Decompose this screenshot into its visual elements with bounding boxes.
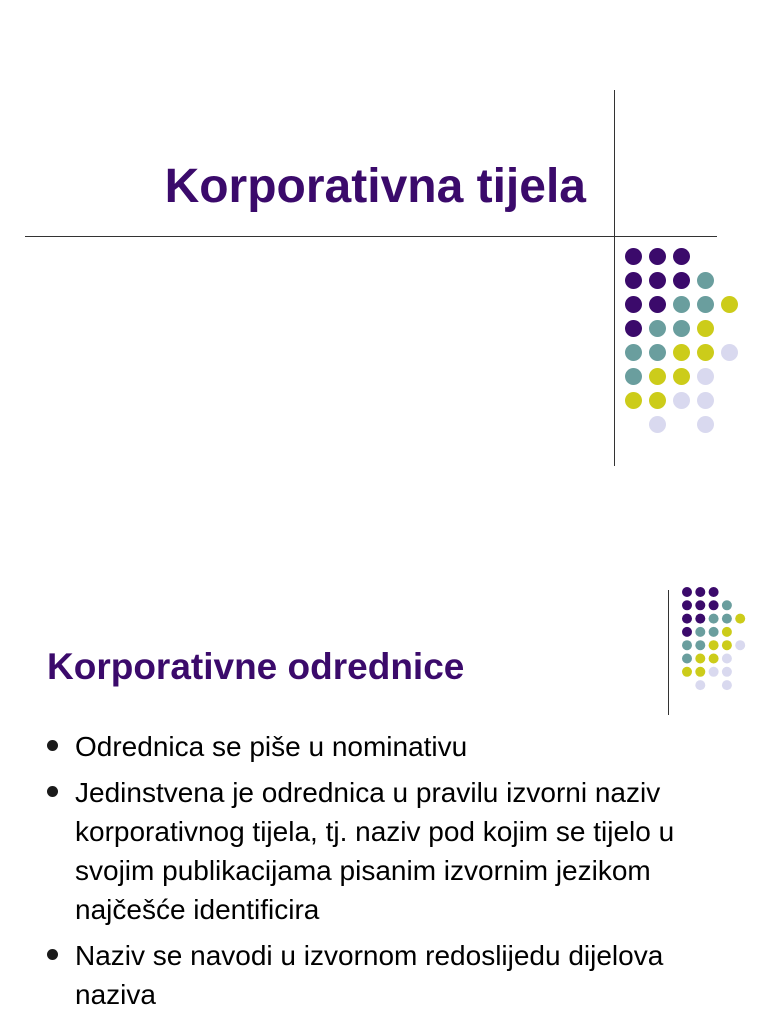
slide-heading: Korporativne odrednice <box>47 646 465 687</box>
dot-lavender <box>722 680 732 690</box>
dot-lavender <box>673 392 690 409</box>
dot-teal <box>695 627 705 637</box>
dot-yellow <box>649 368 666 385</box>
dot-teal <box>697 296 714 313</box>
dot-yellow <box>649 392 666 409</box>
dot-teal <box>722 600 732 610</box>
dot-purple <box>709 600 719 610</box>
dot-yellow <box>722 640 732 650</box>
dot-teal <box>695 640 705 650</box>
dot-teal <box>625 344 642 361</box>
dot-purple <box>695 600 705 610</box>
dot-purple <box>682 614 692 624</box>
dot-teal <box>673 296 690 313</box>
dot-teal <box>709 614 719 624</box>
dot-teal <box>625 368 642 385</box>
dot-teal <box>697 272 714 289</box>
dot-yellow <box>709 640 719 650</box>
dot-lavender <box>735 640 745 650</box>
dot-yellow <box>721 296 738 313</box>
vertical-rule <box>614 90 615 466</box>
slide-title: Korporativna tijela <box>164 160 586 213</box>
list-item <box>47 773 737 929</box>
dot-yellow <box>625 392 642 409</box>
list-item <box>47 936 737 1014</box>
dot-lavender <box>649 416 666 433</box>
dot-purple <box>682 587 692 597</box>
dot-grid-icon <box>682 587 757 702</box>
dot-yellow <box>673 368 690 385</box>
dot-yellow <box>722 627 732 637</box>
dot-lavender <box>709 667 719 677</box>
bullet-icon <box>47 740 58 751</box>
dot-purple <box>682 627 692 637</box>
dot-lavender <box>695 680 705 690</box>
bullet-list <box>47 727 737 1021</box>
dot-teal <box>722 614 732 624</box>
bullet-text: Jedinstvena je odrednica u pravilu izvorni naziv korporativnog tijela, tj. naziv pod kojim se tijelo u svojim publikacijama pisanim izvornim jezikom najčešće identificira <box>75 777 675 925</box>
dot-yellow <box>695 654 705 664</box>
dot-purple <box>695 614 705 624</box>
bullet-text: Naziv se navodi u izvornom redoslijedu dijelova naziva <box>75 940 664 1010</box>
dot-purple <box>709 587 719 597</box>
bullet-icon <box>47 786 58 797</box>
dot-lavender <box>697 416 714 433</box>
dot-teal <box>649 344 666 361</box>
dot-purple <box>649 272 666 289</box>
bullet-text: Odrednica se piše u nominativu <box>75 731 468 762</box>
dot-purple <box>695 587 705 597</box>
dot-yellow <box>697 344 714 361</box>
dot-yellow <box>673 344 690 361</box>
dot-lavender <box>697 392 714 409</box>
dot-yellow <box>682 667 692 677</box>
dot-purple <box>625 272 642 289</box>
dot-teal <box>673 320 690 337</box>
dot-purple <box>649 296 666 313</box>
dot-purple <box>682 600 692 610</box>
dot-teal <box>709 627 719 637</box>
dot-lavender <box>721 344 738 361</box>
dot-yellow <box>709 654 719 664</box>
dot-purple <box>625 320 642 337</box>
dot-lavender <box>697 368 714 385</box>
dot-teal <box>649 320 666 337</box>
dot-yellow <box>735 614 745 624</box>
list-item <box>47 727 737 766</box>
dot-yellow <box>695 667 705 677</box>
dot-teal <box>682 654 692 664</box>
dot-purple <box>673 272 690 289</box>
bullet-icon <box>47 949 58 960</box>
dot-yellow <box>697 320 714 337</box>
dot-lavender <box>722 667 732 677</box>
dot-purple <box>649 248 666 265</box>
dot-teal <box>682 640 692 650</box>
dot-purple <box>625 296 642 313</box>
dot-purple <box>625 248 642 265</box>
dot-lavender <box>722 654 732 664</box>
dot-purple <box>673 248 690 265</box>
vertical-rule <box>668 590 669 715</box>
dot-grid-icon <box>625 248 745 438</box>
